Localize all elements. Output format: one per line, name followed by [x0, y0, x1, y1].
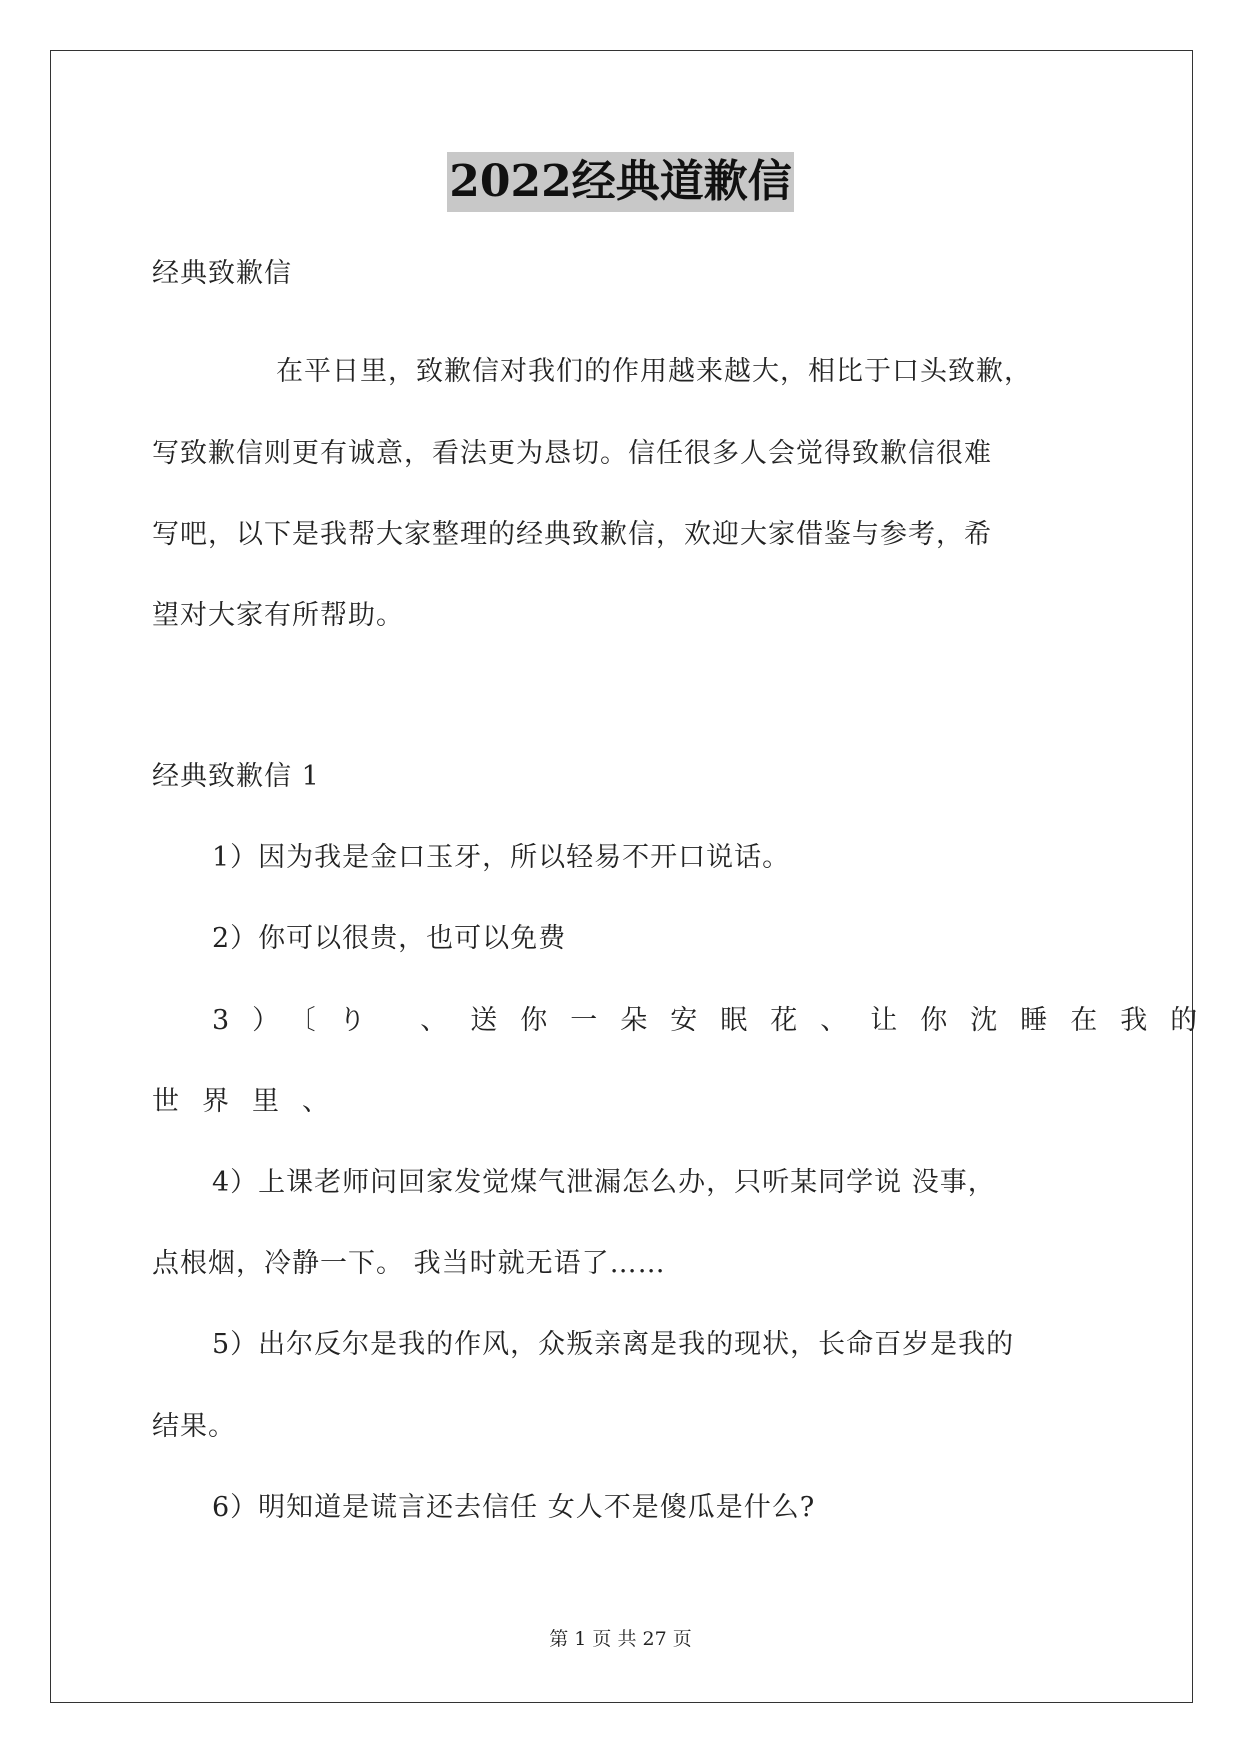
intro-line-3: 写吧，以下是我帮大家整理的经典致歉信，欢迎大家借鉴与参考，希 — [152, 519, 992, 550]
list-item-5: 5）出尔反尔是我的作风，众叛亲离是我的现状，长命百岁是我的 — [212, 1329, 1015, 1360]
list-item-3: 3）〔り 、送你一朵安眠花、让你沈睡在我的 — [212, 1005, 1221, 1036]
intro-line-4: 望对大家有所帮助。 — [152, 600, 404, 631]
list-item-3-continued: 世界里、 — [152, 1086, 352, 1117]
intro-line-1: 在平日里，致歉信对我们的作用越来越大，相比于口头致歉， — [276, 356, 1032, 387]
page-footer: 第 1 页 共 27 页 — [549, 1628, 692, 1650]
intro-line-2: 写致歉信则更有诚意，看法更为恳切。信任很多人会觉得致歉信很难 — [152, 438, 992, 469]
title-container — [0, 152, 1241, 212]
list-item-2: 2）你可以很贵，也可以免费 — [212, 923, 567, 954]
list-item-6: 6）明知道是谎言还去信任 女人不是傻瓜是什么? — [212, 1492, 816, 1523]
document-title: 2022经典道歉信 — [447, 152, 793, 212]
subheading: 经典致歉信 — [152, 258, 292, 289]
section-heading: 经典致歉信 1 — [152, 761, 320, 792]
list-item-1: 1）因为我是金口玉牙，所以轻易不开口说话。 — [212, 842, 791, 873]
list-item-5-continued: 结果。 — [152, 1411, 236, 1442]
list-item-4-continued: 点根烟，冷静一下。 我当时就无语了…… — [152, 1248, 666, 1279]
list-item-4: 4）上课老师问回家发觉煤气泄漏怎么办，只听某同学说 没事， — [212, 1167, 996, 1198]
